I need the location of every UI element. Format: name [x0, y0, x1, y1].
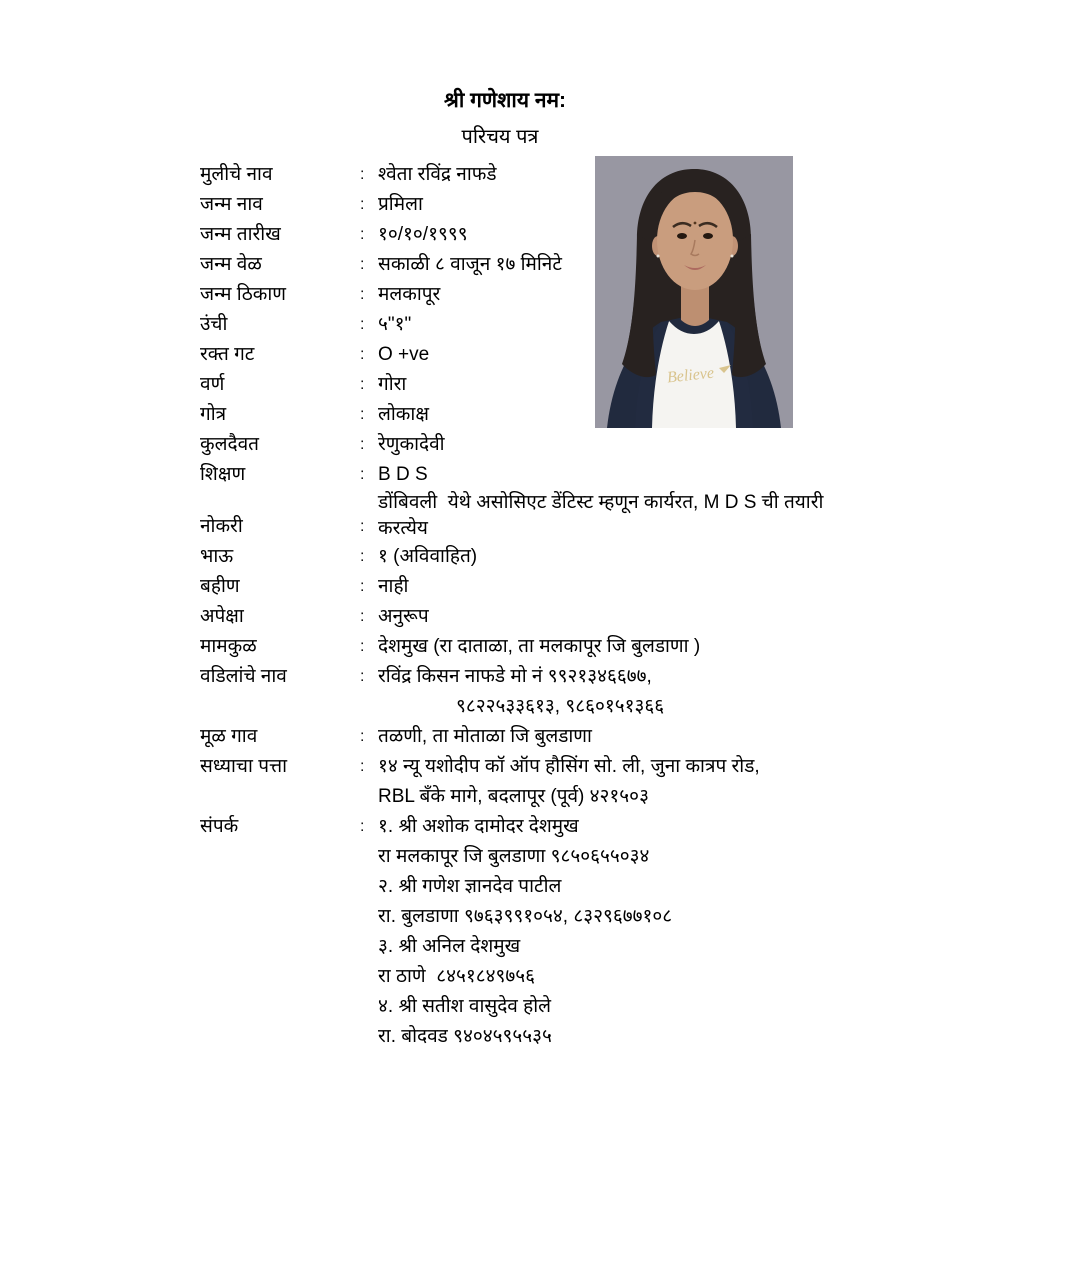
bio-value: RBL बँके मागे, बदलापूर (पूर्व) ४२१५०३	[378, 786, 649, 807]
bio-label: जन्म तारीख	[200, 224, 281, 245]
bio-label: बहीण	[200, 576, 240, 597]
bio-row-brothers	[200, 542, 880, 572]
bio-value: तळणी, ता मोताळा जि बुलडाणा	[378, 726, 592, 747]
bio-value: १०/१०/१९९९	[378, 224, 468, 245]
bio-row-job	[200, 490, 880, 542]
bio-value: देशमुख (रा दाताळा, ता मलकापूर जि बुलडाणा )	[378, 636, 701, 657]
bio-value: ९८२२५३३६१३, ९८६०१५१३६६	[456, 696, 665, 717]
bio-row-birth-name	[200, 190, 880, 220]
bio-label: जन्म वेळ	[200, 254, 262, 275]
bio-value: १ (अविवाहित)	[378, 546, 478, 567]
bio-row-current-address	[200, 752, 880, 812]
bio-value: अनुरूप	[378, 606, 429, 627]
bio-label: शिक्षण	[200, 464, 246, 485]
bio-value: B D S	[378, 464, 428, 485]
bio-label: जन्म नाव	[200, 194, 263, 215]
bio-row-education	[200, 460, 880, 490]
bio-label: मूळ गाव	[200, 726, 258, 747]
colon-separator: :	[360, 608, 365, 625]
bio-row-height	[200, 310, 880, 340]
bio-value: १४ न्यू यशोदीप कॉ ऑप हौसिंग सो. ली, जुना कात्रप रोड,	[378, 756, 760, 777]
colon-separator: :	[360, 346, 365, 363]
bio-value: रेणुकादेवी	[378, 434, 445, 455]
contact-line: ४. श्री सतीश वासुदेव होले	[378, 996, 552, 1017]
bio-row-father-name	[200, 662, 880, 722]
bio-label: जन्म ठिकाण	[200, 284, 286, 305]
bio-label: मामकुळ	[200, 636, 257, 657]
bio-value: लोकाक्ष	[378, 404, 429, 425]
contact-line: रा. बोदवड ९४०४५९५५३५	[378, 1026, 552, 1047]
bio-value: डोंबिवली येथे असोसिएट डेंटिस्ट म्हणून कार्यरत, M D S ची तयारी	[378, 492, 824, 513]
bio-label: संपर्क	[200, 816, 239, 837]
colon-separator: :	[360, 196, 365, 213]
contact-line: १. श्री अशोक दामोदर देशमुख	[378, 816, 579, 837]
bio-value: श्वेता रविंद्र नाफडे	[378, 164, 497, 185]
bio-label: नोकरी	[200, 516, 243, 537]
colon-separator: :	[360, 436, 365, 453]
bio-value: प्रमिला	[378, 194, 423, 215]
colon-separator: :	[360, 668, 365, 685]
contact-line: ३. श्री अनिल देशमुख	[378, 936, 521, 957]
bio-row-complexion	[200, 370, 880, 400]
bio-label: उंची	[200, 314, 228, 335]
bio-label: गोत्र	[200, 404, 227, 425]
bio-label: कुलदैवत	[200, 434, 259, 455]
contact-line: २. श्री गणेश ज्ञानदेव पाटील	[378, 876, 562, 897]
bio-row-birth-date	[200, 220, 880, 250]
contact-line: रा ठाणे ८४५१८४९७५६	[378, 966, 536, 987]
bio-row-blood-group	[200, 340, 880, 370]
page-title: श्री गणेशाय नम:	[443, 89, 567, 112]
bio-row-birth-time	[200, 250, 880, 280]
colon-separator: :	[360, 316, 365, 333]
bio-row-birth-place	[200, 280, 880, 310]
bio-label: भाऊ	[200, 546, 234, 567]
bio-label: सध्याचा पत्ता	[200, 756, 288, 777]
bio-row-kuldaivat	[200, 430, 880, 460]
colon-separator: :	[360, 226, 365, 243]
colon-separator: :	[360, 166, 365, 183]
bio-label: वडिलांचे नाव	[200, 666, 287, 687]
bio-row-girl-name	[200, 160, 880, 190]
colon-separator: :	[360, 376, 365, 393]
colon-separator: :	[360, 578, 365, 595]
colon-separator: :	[360, 728, 365, 745]
bio-label: अपेक्षा	[200, 606, 244, 627]
contact-line: रा मलकापूर जि बुलडाणा ९८५०६५५०३४	[378, 846, 650, 867]
contact-line: रा. बुलडाणा ९७६३९९१०५४, ८३२९६७७१०८	[378, 906, 673, 927]
bio-row-contacts	[200, 812, 880, 1052]
colon-separator: :	[360, 758, 365, 775]
bio-row-expectation	[200, 602, 880, 632]
colon-separator: :	[360, 256, 365, 273]
page-subtitle: परिचय पत्र	[461, 126, 539, 148]
bio-label: रक्त गट	[200, 344, 255, 365]
colon-separator: :	[360, 818, 365, 835]
bio-value: मलकापूर	[378, 284, 441, 305]
colon-separator: :	[360, 548, 365, 565]
bio-value: O +ve	[378, 344, 430, 365]
colon-separator: :	[360, 518, 365, 535]
bio-value: करत्येय	[378, 518, 428, 539]
colon-separator: :	[360, 466, 365, 483]
bio-value: नाही	[378, 576, 409, 597]
bio-value: ५"१"	[378, 314, 412, 335]
colon-separator: :	[360, 286, 365, 303]
bio-label: वर्ण	[200, 374, 225, 395]
bio-row-sisters	[200, 572, 880, 602]
bio-row-mamkul	[200, 632, 880, 662]
colon-separator: :	[360, 406, 365, 423]
bio-value: सकाळी ८ वाजून १७ मिनिटे	[378, 254, 562, 275]
bio-row-native-village	[200, 722, 880, 752]
bio-label: मुलीचे नाव	[200, 164, 273, 185]
bio-table	[200, 160, 880, 1052]
bio-value: गोरा	[378, 374, 407, 395]
bio-row-gotra	[200, 400, 880, 430]
colon-separator: :	[360, 638, 365, 655]
shirt-text-believe: Believe	[666, 364, 715, 387]
bio-value: रविंद्र किसन नाफडे मो नं ९९२१३४६६७७,	[378, 666, 652, 687]
